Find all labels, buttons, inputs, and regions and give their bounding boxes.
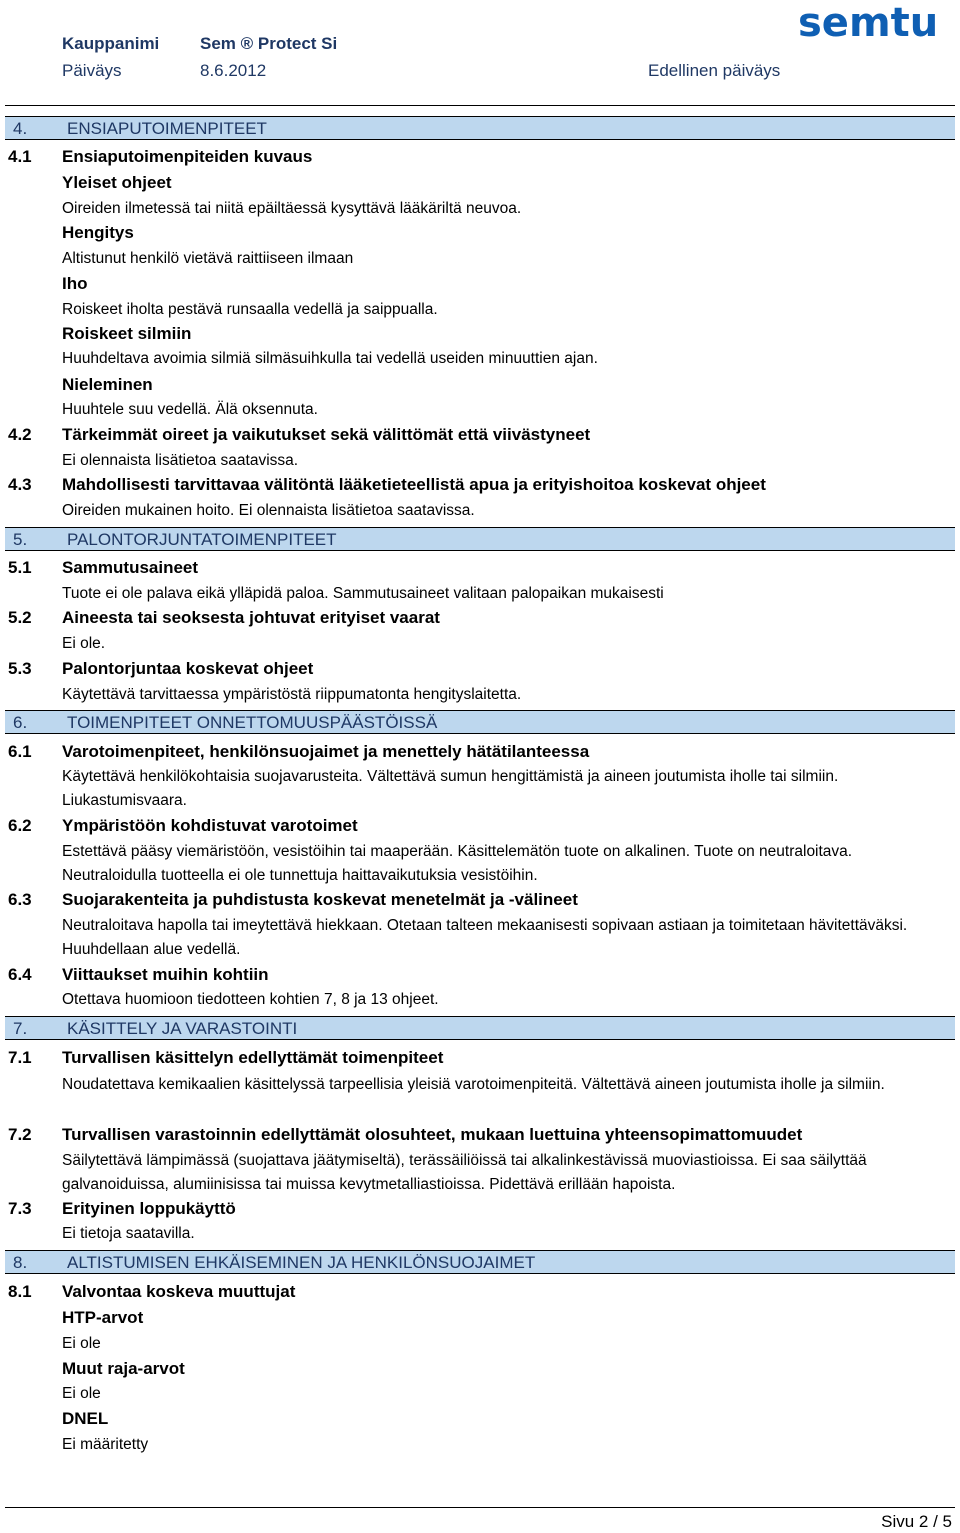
ingestion-label: Nieleminen [62,375,153,394]
subsection-number: 8.1 [8,1282,32,1301]
general-instructions-label: Yleiset ohjeet [62,173,172,192]
subsection-text: Ei olennaista lisätietoa saatavissa. [62,452,299,469]
subsection-text: Oireiden mukainen hoito. Ei olennaista lisätietoa saatavissa. [62,502,475,519]
subsection-title: Varotoimenpiteet, henkilönsuojaimet ja menettely hätätilanteessa [62,742,590,761]
section-number: 7. [13,1019,28,1038]
subsection-number: 6.1 [8,742,32,761]
date-value: 8.6.2012 [200,61,267,80]
other-limits-text: Ei ole [62,1385,101,1402]
subsection-number: 5.1 [8,558,32,577]
subsection-title: Sammutusaineet [62,558,199,577]
subsection-title: Tärkeimmät oireet ja vaikutukset sekä välittömät että viivästyneet [62,425,591,444]
other-limits-label: Muut raja-arvot [62,1359,185,1378]
semtu-logo: semtu [798,0,939,46]
page-number: Sivu 2 / 5 [881,1512,952,1531]
subsection-text: Käytettävä tarvittaessa ympäristöstä riippumatonta hengityslaitetta. [62,686,522,703]
subsection-number: 5.2 [8,608,32,627]
eyes-label: Roiskeet silmiin [62,324,192,343]
product-name: Sem ® Protect Si [200,34,338,53]
subsection-title: Valvontaa koskeva muuttujat [62,1282,296,1301]
page-header [0,0,960,110]
general-instructions-text: Oireiden ilmetessä tai niitä epäiltäessä kysyttävä lääkäriltä neuvoa. [62,200,522,217]
subsection-number: 7.2 [8,1125,32,1144]
subsection-number: 7.1 [8,1048,32,1067]
subsection-text: Ei tietoja saatavilla. [62,1225,195,1242]
subsection-title: Aineesta tai seoksesta johtuvat erityiset vaarat [62,608,440,627]
inhalation-text: Altistunut henkilö vietävä raittiiseen ilmaan [62,250,354,267]
subsection-number: 6.3 [8,890,32,909]
subsection-number: 4.1 [8,147,32,166]
subsection-text: Neutraloitava hapolla tai imeytettävä hiekkaan. Otetaan talteen mekaanisesti sopivaan astiaan ja toimitetaan hävitettäväksi. Huuhdellaan alue vedellä. [62,917,908,958]
subsection-text: Tuote ei ole palava eikä ylläpidä paloa. Sammutusaineet valitaan palopaikan mukaisesti [62,585,664,602]
subsection-number: 4.2 [8,425,32,444]
section-title: ALTISTUMISEN EHKÄISEMINEN JA HENKILÖNSUOJAIMET [67,1253,536,1272]
htp-label: HTP-arvot [62,1308,144,1327]
subsection-title: Mahdollisesti tarvittavaa välitöntä lääketieteellistä apua ja erityishoitoa koskevat ohjeet [62,475,766,494]
subsection-text: Estettävä pääsy viemäristöön, vesistöihin tai maaperään. Käsittelemätön tuote on alkalinen. Tuote on neutraloitava. Neutraloidulla tuotteella ei ole tunnettuja haittavaikutuksia vesistöihin. [62,843,853,884]
htp-text: Ei ole [62,1335,101,1352]
inhalation-label: Hengitys [62,223,134,242]
section-number: 6. [13,713,28,732]
subsection-title: Turvallisen käsittelyn edellyttämät toimenpiteet [62,1048,444,1067]
subsection-number: 7.3 [8,1199,32,1218]
subsection-title: Suojarakenteita ja puhdistusta koskevat menetelmät ja -välineet [62,890,578,909]
subsection-number: 6.4 [8,965,32,984]
section-title: KÄSITTELY JA VARASTOINTI [67,1019,298,1038]
subsection-number: 4.3 [8,475,32,494]
skin-text: Roiskeet iholta pestävä runsaalla vedellä ja saippualla. [62,301,438,318]
section-title: TOIMENPITEET ONNETTOMUUSPÄÄSTÖISSÄ [67,713,438,732]
ingestion-text: Huuhtele suu vedellä. Älä oksennuta. [62,401,318,418]
section-number: 5. [13,530,28,549]
section-number: 4. [13,119,28,138]
subsection-number: 5.3 [8,659,32,678]
section-title: PALONTORJUNTATOIMENPITEET [67,530,337,549]
section-7-bar [5,1016,955,1040]
previous-date-label: Edellinen päiväys [648,61,781,80]
subsection-text: Säilytettävä lämpimässä (suojattava jäätymiseltä), terässäiliöissä tai alkalinkestävissä muoviastioissa. Ei saa säilyttää galvanoiduissa, alumiinisissa tai muissa kevytmetalliastioissa. Pidettävä erillään hapoista. [62,1152,867,1193]
subsection-text: Käytettävä henkilökohtaisia suojavarusteita. Vältettävä sumun hengittämistä ja aineen joutumista iholle tai silmiin. Liukastumisvaara. [62,768,839,809]
subsection-number: 6.2 [8,816,32,835]
subsection-title: Palontorjuntaa koskevat ohjeet [62,659,314,678]
subsection-title: Viittaukset muihin kohtiin [62,965,269,984]
section-title: ENSIAPUTOIMENPITEET [67,119,267,138]
subsection-text: Otettava huomioon tiedotteen kohtien 7, 8 ja 13 ohjeet. [62,991,439,1008]
section-8-bar [5,1250,955,1274]
section-6-bar [5,710,955,734]
dnel-text: Ei määritetty [62,1436,149,1453]
skin-label: Iho [62,274,88,293]
footer-rule [5,1507,955,1508]
eyes-text: Huuhdeltava avoimia silmiä silmäsuihkulla tai vedellä useiden minuuttien ajan. [62,350,598,367]
section-4-bar [5,116,955,140]
subsection-text: Noudatettava kemikaalien käsittelyssä tarpeellisia yleisiä varotoimenpiteitä. Vältettävä aineen joutumista iholle ja silmiin. [62,1076,885,1093]
trade-name-label: Kauppanimi [62,34,160,53]
date-label: Päiväys [62,61,122,80]
dnel-label: DNEL [62,1409,109,1428]
subsection-title: Turvallisen varastoinnin edellyttämät olosuhteet, mukaan luettuina yhteensopimattomuudet [62,1125,803,1144]
section-number: 8. [13,1253,28,1272]
header-rule [5,105,955,106]
subsection-title: Ympäristöön kohdistuvat varotoimet [62,816,358,835]
subsection-text: Ei ole. [62,635,106,652]
subsection-title: Erityinen loppukäyttö [62,1199,236,1218]
section-5-bar [5,527,955,551]
subsection-title: Ensiaputoimenpiteiden kuvaus [62,147,313,166]
